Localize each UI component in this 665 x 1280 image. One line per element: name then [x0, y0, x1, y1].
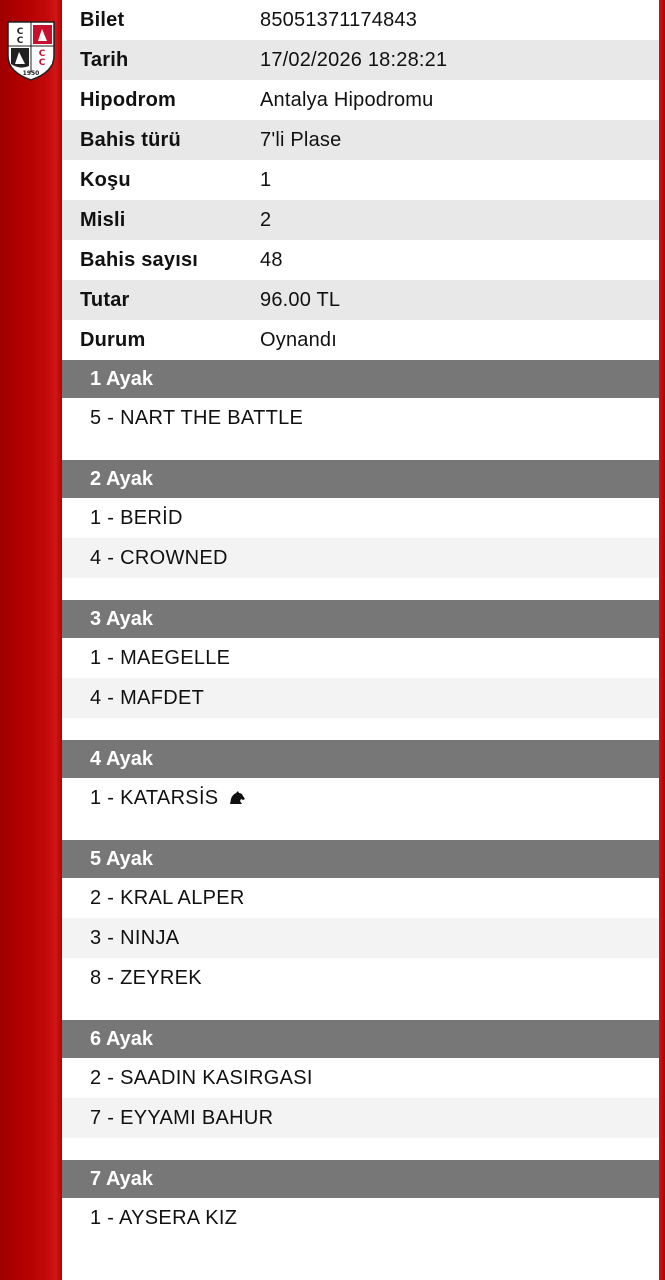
- horse-item: 8 - ZEYREK: [90, 966, 202, 989]
- ticket-value: 2: [260, 208, 272, 231]
- svg-text:1950: 1950: [22, 70, 40, 77]
- horse-name: 1 - KATARSİS: [90, 786, 219, 809]
- ticket-value: 1: [260, 168, 272, 191]
- horse-item: 1 - MAEGELLE: [90, 646, 231, 669]
- ticket-row-bahis-turu: [62, 120, 659, 160]
- ticket-row-misli: [62, 200, 659, 240]
- ticket-row-durum: [62, 320, 659, 360]
- leg-header: 3 Ayak: [62, 600, 659, 638]
- ticket-label: Durum: [80, 328, 146, 351]
- ticket-label: Bahis sayısı: [80, 248, 199, 271]
- horse-item: [62, 778, 659, 818]
- leg-header: 6 Ayak: [62, 1020, 659, 1058]
- ticket-row-bahis-sayisi: [62, 240, 659, 280]
- ticket-value: Antalya Hipodromu: [260, 88, 434, 111]
- leg-section: [62, 1160, 659, 1238]
- ticket-label: Bahis türü: [80, 128, 181, 151]
- ticket-label: Tarih: [80, 48, 129, 71]
- horse-item: 4 - MAFDET: [62, 678, 659, 718]
- horse-item: 5 - NART THE BATTLE: [90, 406, 304, 429]
- leg-section: [62, 600, 659, 740]
- horse-item: 3 - NINJA: [62, 918, 659, 958]
- club-crest-icon[interactable]: [5, 20, 57, 82]
- ticket-value: 96.00 TL: [260, 288, 341, 311]
- leg-header: 4 Ayak: [62, 740, 659, 778]
- leg-header: 7 Ayak: [62, 1160, 659, 1198]
- horse-item: 4 - CROWNED: [62, 538, 659, 578]
- right-edge-bar: [659, 0, 665, 1280]
- leg-header: 1 Ayak: [62, 360, 659, 398]
- horse-head-icon: [228, 791, 246, 805]
- horse-item: 7 - EYYAMI BAHUR: [62, 1098, 659, 1138]
- ticket-row-bilet: [62, 0, 659, 40]
- ticket-detail-panel: [62, 0, 659, 1280]
- svg-text:C: C: [38, 58, 46, 68]
- left-sidebar: [0, 0, 62, 1280]
- leg-header: 2 Ayak: [62, 460, 659, 498]
- ticket-label: Bilet: [80, 8, 125, 31]
- horse-item: 1 - AYSERA KIZ: [90, 1206, 238, 1229]
- horse-item: 1 - BERİD: [90, 506, 183, 529]
- leg-section: [62, 360, 659, 460]
- ticket-row-tarih: [62, 40, 659, 80]
- leg-section: [62, 460, 659, 600]
- leg-section: [62, 1020, 659, 1160]
- ticket-row-tutar: [62, 280, 659, 320]
- leg-section: [62, 740, 659, 840]
- ticket-row-hipodrom: [62, 80, 659, 120]
- ticket-value: 17/02/2026 18:28:21: [260, 48, 448, 71]
- ticket-label: Tutar: [80, 288, 130, 311]
- ticket-label: Koşu: [80, 168, 131, 191]
- horse-item: 2 - SAADIN KASIRGASI: [90, 1066, 313, 1089]
- horse-item: 2 - KRAL ALPER: [90, 886, 245, 909]
- ticket-value: 48: [260, 248, 283, 271]
- svg-text:C: C: [16, 27, 24, 37]
- ticket-value: Oynandı: [260, 328, 338, 351]
- ticket-label: Misli: [80, 208, 126, 231]
- ticket-value: 7'li Plase: [260, 128, 342, 151]
- ticket-label: Hipodrom: [80, 88, 177, 111]
- svg-text:C: C: [16, 36, 24, 46]
- svg-text:C: C: [38, 49, 46, 59]
- ticket-info-table: [62, 0, 659, 360]
- leg-header: 5 Ayak: [62, 840, 659, 878]
- leg-section: [62, 840, 659, 1020]
- ticket-value: 85051371174843: [260, 8, 418, 31]
- ticket-row-kosu: [62, 160, 659, 200]
